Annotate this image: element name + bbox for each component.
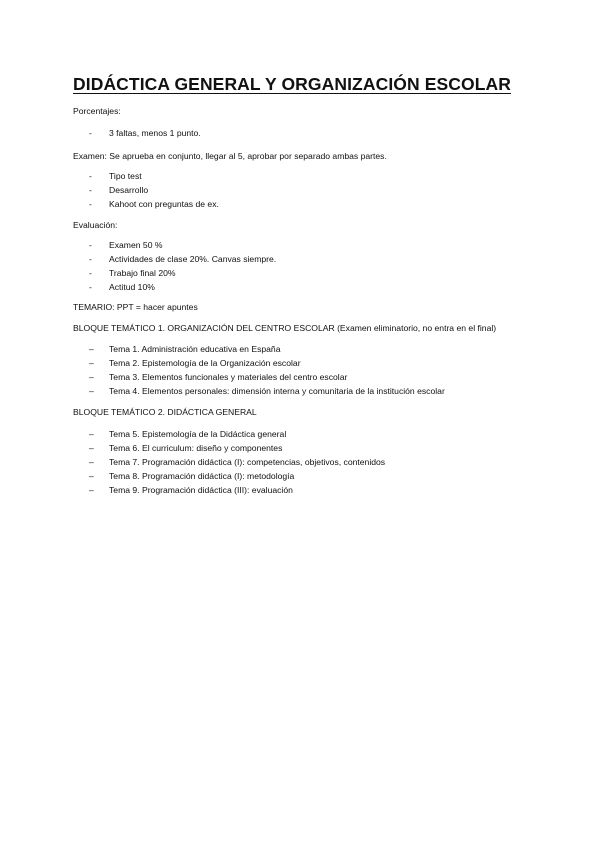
topic-text: Tema 2. Epistemología de la Organización escolar (109, 358, 301, 369)
topic-text: Tema 4. Elementos personales: dimensión interna y comunitaria de la institución escolar (109, 386, 445, 397)
list-item-text: Trabajo final 20% (109, 268, 176, 279)
topic-text: Tema 3. Elementos funcionales y materiales del centro escolar (109, 372, 348, 383)
list-marker: – (89, 485, 94, 496)
topic-text: Tema 7. Programación didáctica (I): competencias, objetivos, contenidos (109, 457, 386, 468)
list-marker: - (89, 240, 92, 250)
list-item-text: 3 faltas, menos 1 punto. (109, 128, 201, 138)
list-marker: - (89, 268, 92, 279)
bloque-1-heading: BLOQUE TEMÁTICO 1. ORGANIZACIÓN DEL CENTRO ESCOLAR (Examen eliminatorio, no entra en el final) (73, 323, 497, 333)
list-marker: – (89, 358, 94, 369)
temario-note: TEMARIO: PPT = hacer apuntes (73, 302, 198, 312)
topic-text: Tema 6. El curriculum: diseño y componentes (109, 443, 283, 454)
examen-text: Examen: Se aprueba en conjunto, llegar al 5, aprobar por separado ambas partes. (73, 151, 387, 161)
list-item-text: Actividades de clase 20%. Canvas siempre. (109, 254, 277, 265)
list-marker: - (89, 282, 92, 293)
list-item-text: Kahoot con preguntas de ex. (109, 199, 219, 210)
document-title: DIDÁCTICA GENERAL Y ORGANIZACIÓN ESCOLAR (73, 74, 511, 94)
topic-text: Tema 9. Programación didáctica (III): evaluación (109, 485, 293, 496)
list-marker: - (89, 185, 92, 196)
list-item-text: Tipo test (109, 171, 142, 181)
list-marker: – (89, 443, 94, 454)
porcentajes-heading: Porcentajes: (73, 106, 121, 116)
list-item-text: Desarrollo (109, 185, 149, 196)
topic-text: Tema 8. Programación didáctica (I): metodología (109, 471, 295, 482)
list-marker: – (89, 344, 94, 354)
list-marker: – (89, 457, 94, 468)
list-marker: - (89, 171, 92, 181)
list-item-text: Examen 50 % (109, 240, 163, 250)
topic-text: Tema 5. Epistemología de la Didáctica general (109, 429, 287, 439)
list-item-text: Actitud 10% (109, 282, 155, 293)
list-marker: – (89, 386, 94, 397)
list-marker: – (89, 372, 94, 383)
list-marker: - (89, 128, 92, 138)
evaluacion-heading: Evaluación: (73, 220, 118, 230)
list-marker: - (89, 254, 92, 265)
list-marker: – (89, 429, 94, 439)
bloque-2-heading: BLOQUE TEMÁTICO 2. DIDÁCTICA GENERAL (73, 407, 257, 417)
topic-text: Tema 1. Administración educativa en España (109, 344, 281, 354)
list-marker: - (89, 199, 92, 210)
list-marker: – (89, 471, 94, 482)
